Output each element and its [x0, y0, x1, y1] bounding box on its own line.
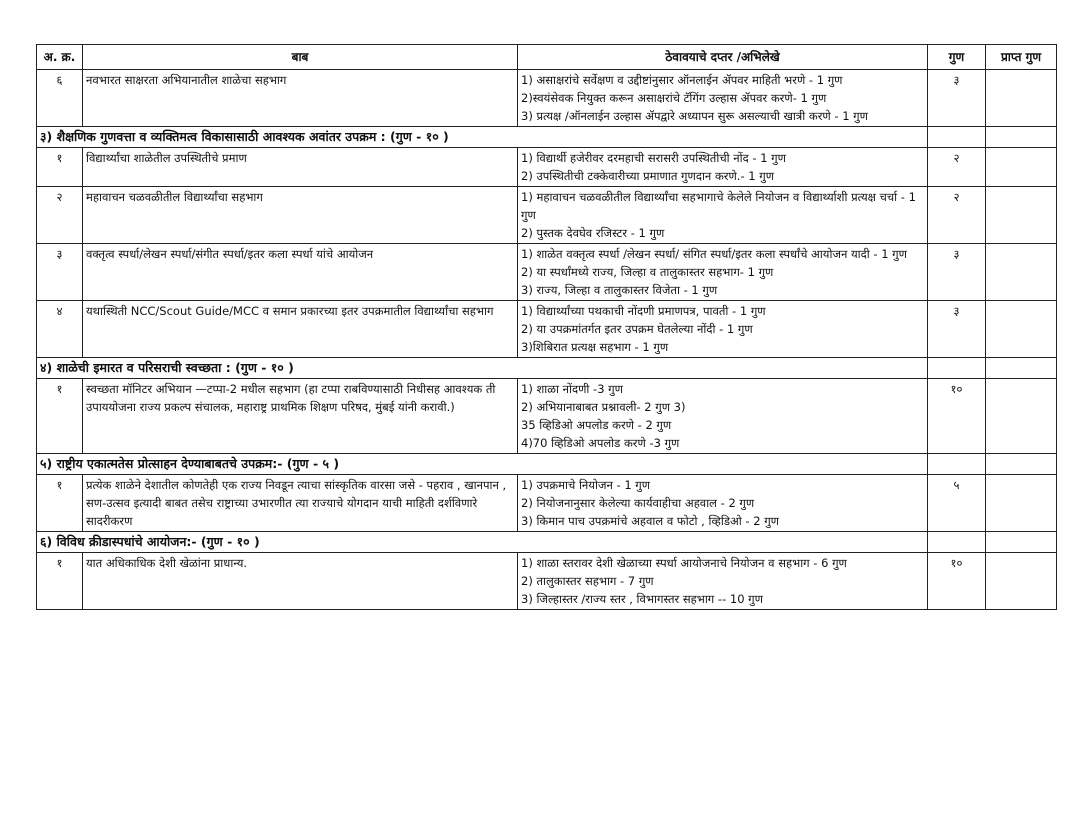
row-obtained-cell[interactable] [986, 301, 1057, 358]
record-line: 2) उपस्थितीची टक्केवारीच्या प्रमाणात गुणदान करणे.- 1 गुण [521, 169, 775, 183]
record-line: 2) तालुकास्तर सहभाग - 7 गुण [521, 574, 654, 588]
header-obtained: प्राप्त गुण [986, 45, 1057, 70]
row-sr: १ [37, 148, 83, 187]
record-line: 2)स्वयंसेवक नियुक्त करून असाक्षरांचे टॅगिंग उल्हास ॲपवर करणे- 1 गुण [521, 91, 827, 105]
table-row [37, 70, 1057, 127]
row-marks: १० [928, 553, 986, 610]
record-line: 1) शाळा नोंदणी -3 गुण [521, 382, 623, 396]
section-row [37, 127, 1057, 148]
record-line: 4)70 व्हिडिओ अपलोड करणे -3 गुण [521, 436, 680, 450]
assessment-sheet [36, 44, 1056, 610]
row-sr: १ [37, 379, 83, 454]
row-sr: ६ [37, 70, 83, 127]
header-item: बाब [83, 45, 518, 70]
row-marks: १० [928, 379, 986, 454]
record-line: 2) नियोजनानुसार केलेल्या कार्यवाहीचा अहवाल - 2 गुण [521, 496, 755, 510]
row-item: वक्तृत्व स्पर्धा/लेखन स्पर्धा/संगीत स्पर्धा/इतर कला स्पर्धा यांचे आयोजन [83, 244, 518, 301]
row-records [518, 148, 928, 187]
section-title: ६) विविध क्रीडास्पधांचे आयोजन:- (गुण - १० ) [37, 532, 928, 553]
section-marks-cell [928, 532, 986, 553]
section-marks-cell [928, 358, 986, 379]
row-records [518, 301, 928, 358]
section-obtained-cell [986, 532, 1057, 553]
table-row [37, 187, 1057, 244]
row-obtained-cell[interactable] [986, 475, 1057, 532]
row-records [518, 379, 928, 454]
record-line: 3) प्रत्यक्ष /ऑनलाईन उल्हास ॲपद्वारे अध्यापन सुरू असल्याची खात्री करणे - 1 गुण [521, 109, 868, 123]
assessment-table [36, 44, 1057, 610]
section-marks-cell [928, 454, 986, 475]
header-sr: अ. क्र. [37, 45, 83, 70]
row-obtained-cell[interactable] [986, 379, 1057, 454]
section-row [37, 532, 1057, 553]
row-records [518, 475, 928, 532]
row-marks: ३ [928, 244, 986, 301]
table-row [37, 148, 1057, 187]
section-row [37, 358, 1057, 379]
row-marks: ५ [928, 475, 986, 532]
row-item: प्रत्येक शाळेने देशातील कोणतेही एक राज्य निवडून त्याचा सांस्कृतिक वारसा जसे - पहराव , खानपान , सण-उत्सव इत्यादी बाबत तसेच राष्ट्राच्या उभारणीत त्या राज्याचे योगदान याची माहिती दर्शविणारे सादरीकरण [83, 475, 518, 532]
record-line: 1) शाळा स्तरावर देशी खेळाच्या स्पर्धा आयोजनाचे नियोजन व सहभाग - 6 गुण [521, 556, 847, 570]
row-marks: ३ [928, 70, 986, 127]
table-row [37, 379, 1057, 454]
header-row [37, 45, 1057, 70]
row-obtained-cell[interactable] [986, 244, 1057, 301]
record-line: 1) असाक्षरांचे सर्वेक्षण व उद्दीष्टांनुसार ऑनलाईन ॲपवर माहिती भरणे - 1 गुण [521, 73, 843, 87]
section-title: ३) शैक्षणिक गुणवत्ता व व्यक्तिमत्व विकासासाठी आवश्यक अवांतर उपक्रम : (गुण - १० ) [37, 127, 928, 148]
row-sr: १ [37, 553, 83, 610]
row-sr: ४ [37, 301, 83, 358]
row-sr: २ [37, 187, 83, 244]
row-item: यात अधिकाधिक देशी खेळांना प्राधान्य. [83, 553, 518, 610]
record-line: 3) किमान पाच उपक्रमांचे अहवाल व फोटो , व्हिडिओ - 2 गुण [521, 514, 779, 528]
section-obtained-cell [986, 127, 1057, 148]
header-records: ठेवावयाचे दप्तर /अभिलेखे [518, 45, 928, 70]
row-obtained-cell[interactable] [986, 70, 1057, 127]
row-marks: २ [928, 148, 986, 187]
row-records [518, 70, 928, 127]
row-records [518, 187, 928, 244]
record-line: 2) या स्पर्धांमध्ये राज्य, जिल्हा व तालुकास्तर सहभाग- 1 गुण [521, 265, 774, 279]
row-item: विद्यार्थ्यांचा शाळेतील उपस्थितीचे प्रमाण [83, 148, 518, 187]
record-line: 2) अभियानाबाबत प्रश्नावली- 2 गुण 3) [521, 400, 686, 414]
record-line: 2) या उपक्रमांतर्गत इतर उपक्रम घेतलेल्या नोंदी - 1 गुण [521, 322, 753, 336]
row-records [518, 244, 928, 301]
header-marks: गुण [928, 45, 986, 70]
record-line: 2) पुस्तक देवघेव रजिस्टर - 1 गुण [521, 226, 665, 240]
record-line: 3)शिबिरात प्रत्यक्ष सहभाग - 1 गुण [521, 340, 669, 354]
record-line: 1) शाळेत वक्तृत्व स्पर्धा /लेखन स्पर्धा/ संगित स्पर्धा/इतर कला स्पर्धांचे आयोजन यादी - 1 गुण [521, 247, 907, 261]
section-row [37, 454, 1057, 475]
row-marks: २ [928, 187, 986, 244]
record-line: 3) जिल्हास्तर /राज्य स्तर , विभागस्तर सहभाग -- 10 गुण [521, 592, 763, 606]
record-line: 1) विद्यार्थी हजेरीवर दरमहाची सरासरी उपस्थितीची नोंद - 1 गुण [521, 151, 786, 165]
record-line: 35 व्हिडिओ अपलोड करणे - 2 गुण [521, 418, 672, 432]
section-obtained-cell [986, 358, 1057, 379]
row-obtained-cell[interactable] [986, 187, 1057, 244]
record-line: 1) विद्यार्थ्यांच्या पथकाची नोंदणी प्रमाणपत्र, पावती - 1 गुण [521, 304, 766, 318]
row-records [518, 553, 928, 610]
record-line: 1) महावाचन चळवळीतील विद्यार्थ्यांचा सहभागाचे केलेले नियोजन व विद्यार्थ्याशी प्रत्यक्ष चर्चा - 1 गुण [521, 190, 916, 222]
row-sr: १ [37, 475, 83, 532]
row-item: महावाचन चळवळीतील विद्यार्थ्यांचा सहभाग [83, 187, 518, 244]
section-title: ५) राष्ट्रीय एकात्मतेस प्रोत्साहन देण्याबाबतचे उपक्रम:- (गुण - ५ ) [37, 454, 928, 475]
row-obtained-cell[interactable] [986, 148, 1057, 187]
section-title: ४) शाळेची इमारत व परिसराची स्वच्छता : (गुण - १० ) [37, 358, 928, 379]
section-obtained-cell [986, 454, 1057, 475]
row-item: यथास्थिती NCC/Scout Guide/MCC व समान प्रकारच्या इतर उपक्रमातील विद्यार्थ्यांचा सहभाग [83, 301, 518, 358]
record-line: 1) उपक्रमाचे नियोजन - 1 गुण [521, 478, 651, 492]
table-row [37, 244, 1057, 301]
row-item: स्वच्छता मॉनिटर अभियान —टप्पा-2 मधील सहभाग (हा टप्पा राबविण्यासाठी निधीसह आवश्यक ती उपाययोजना राज्य प्रकल्प संचालक, महाराष्ट्र प्राथमिक शिक्षण परिषद, मुंबई यांनी करावी.) [83, 379, 518, 454]
table-row [37, 553, 1057, 610]
section-marks-cell [928, 127, 986, 148]
row-item: नवभारत साक्षरता अभियानातील शाळेचा सहभाग [83, 70, 518, 127]
table-row [37, 475, 1057, 532]
record-line: 3) राज्य, जिल्हा व तालुकास्तर विजेता - 1 गुण [521, 283, 718, 297]
table-body [37, 70, 1057, 610]
table-row [37, 301, 1057, 358]
row-marks: ३ [928, 301, 986, 358]
row-sr: ३ [37, 244, 83, 301]
row-obtained-cell[interactable] [986, 553, 1057, 610]
